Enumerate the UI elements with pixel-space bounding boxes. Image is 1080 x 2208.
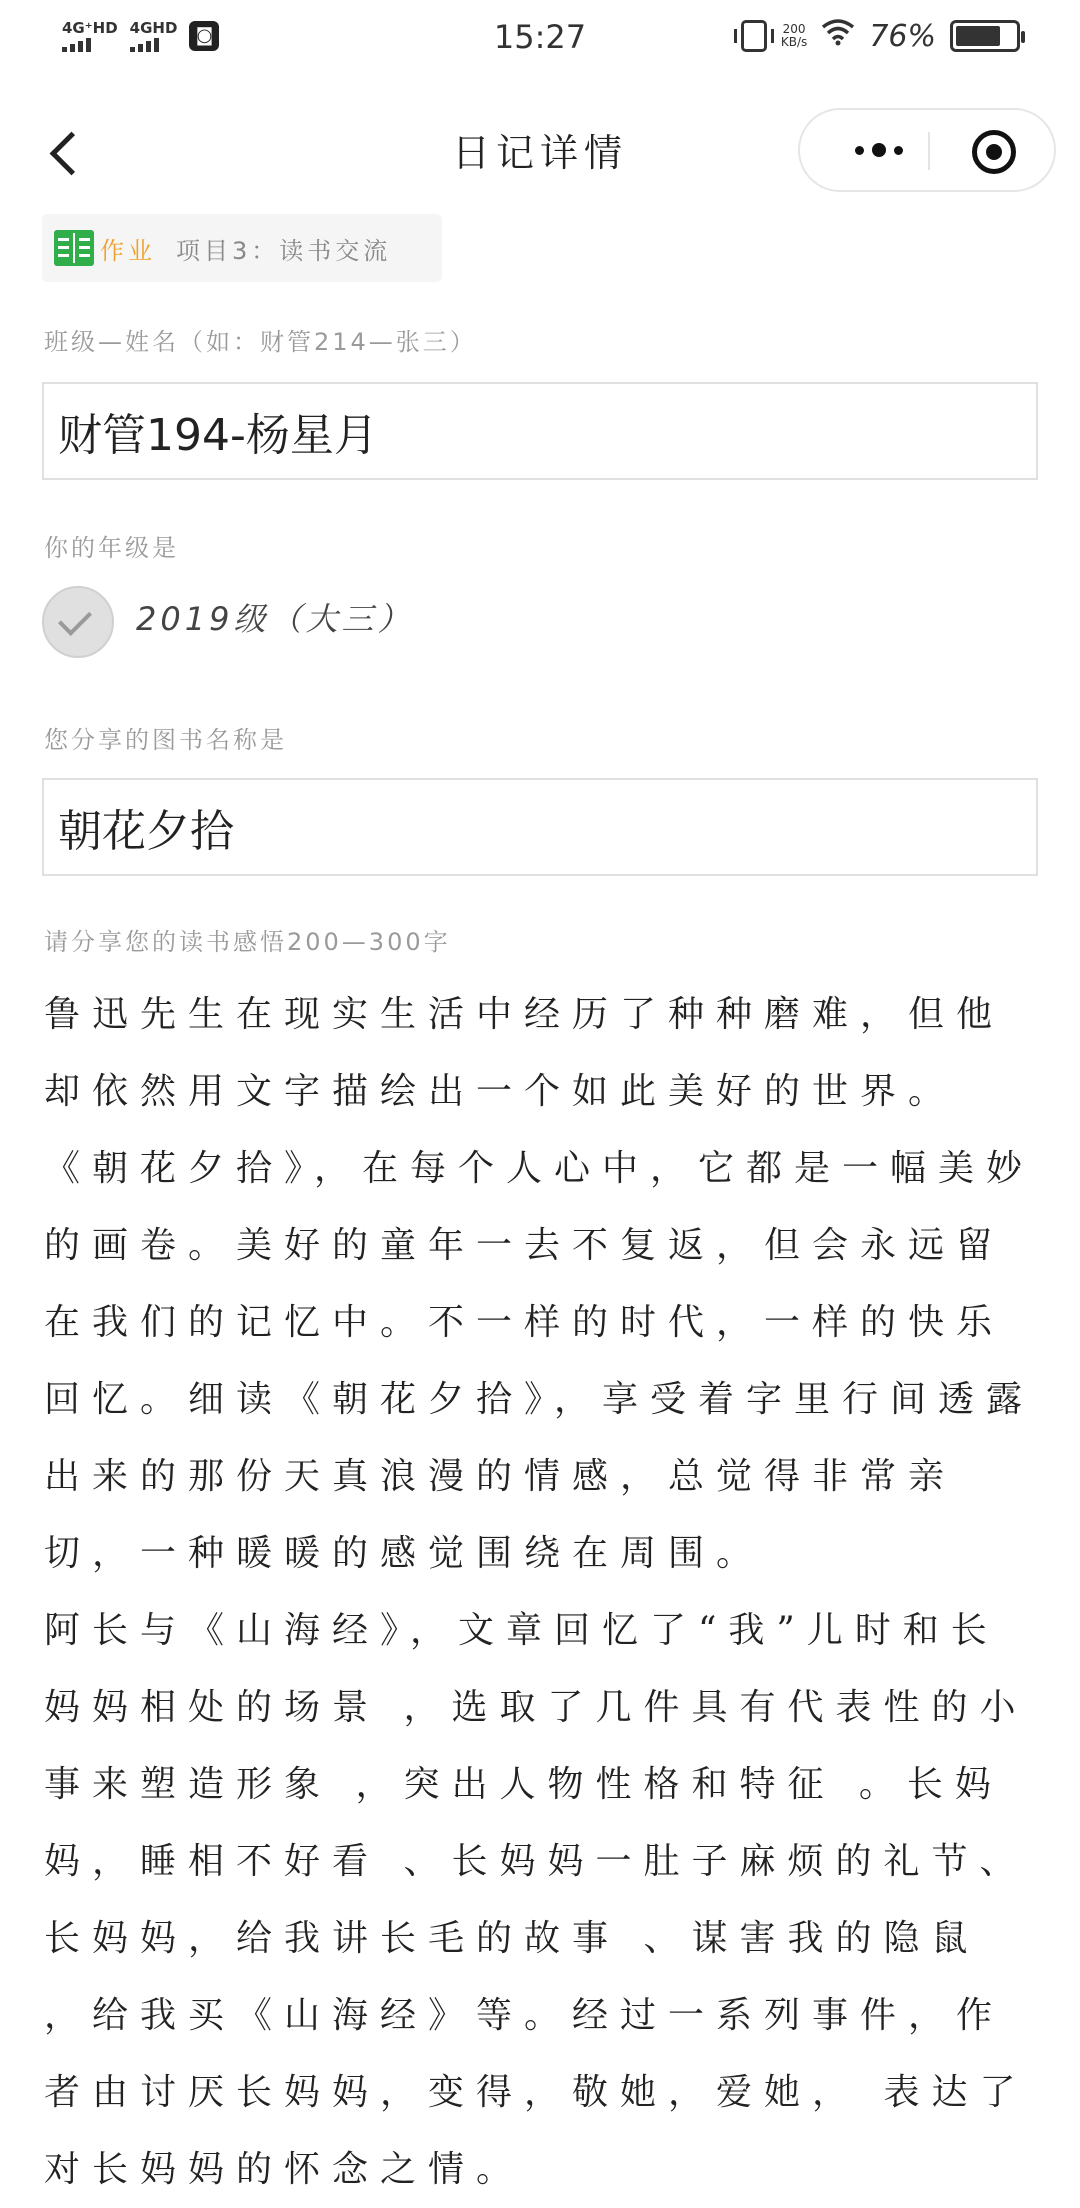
name-field[interactable]: 财管194-杨星月	[42, 382, 1038, 480]
battery-icon	[950, 20, 1020, 52]
battery-fill	[956, 26, 1000, 46]
status-time: 15:27	[493, 18, 587, 56]
review-text[interactable]	[44, 976, 1044, 2208]
book-icon	[54, 230, 94, 266]
review-paragraph: 《朝花夕拾》，在每个人心中，它都是一幅美妙的画卷。美好的童年一去不复返，但会永远留在我们的记忆中。不一样的时代，一样的快乐回忆。细读《朝花夕拾》，享受着字里行间透露出来的那份天真浪漫的情感，总觉得非常亲切，一种暖暖的感觉围绕在周围。	[44, 1148, 1035, 1574]
review-paragraph: 阿长与《山海经》，文章回忆了“我”儿时和长妈妈相处的场景 ，选取了几件具有代表性的小事来塑造形象 ，突出人物性格和特征 。长妈妈，睡相不好看 、长妈妈一肚子麻烦的礼节、长妈妈，给我讲长毛的故事 、谋害我的隐鼠 ，给我买《山海经》等。经过一系列事件，作者由讨厌长妈妈，变得，敬她，爱她， 表达了对长妈妈的怀念之情。	[44, 1610, 1028, 2190]
grade-label: 你的年级是	[44, 534, 179, 562]
assignment-tag[interactable]	[42, 214, 442, 282]
target-close-icon[interactable]	[972, 130, 1016, 174]
vibrate-icon	[741, 20, 767, 52]
page-title: 日记详情	[451, 131, 628, 175]
wifi-icon	[821, 18, 855, 54]
network-speed-value: 200	[782, 22, 806, 36]
book-label: 您分享的图书名称是	[44, 726, 287, 754]
signal-1-label: 4G⁺HD	[62, 19, 118, 37]
more-dots-icon[interactable]	[834, 110, 924, 190]
mini-program-capsule	[798, 108, 1056, 192]
review-label: 请分享您的读书感悟200—300字	[44, 928, 451, 956]
app-notification-icon: ◙	[189, 21, 219, 51]
tag-kind: 作业	[100, 236, 156, 265]
tag-text: 项目3：读书交流	[176, 236, 392, 265]
status-bar	[0, 0, 1080, 80]
signal-2-label: 4GHD	[129, 19, 178, 37]
network-speed	[781, 23, 807, 49]
status-right	[741, 18, 1020, 54]
grade-radio[interactable]	[42, 586, 114, 658]
network-speed-unit: KB/s	[780, 35, 808, 49]
capsule-divider	[928, 132, 930, 170]
nav-bar	[0, 100, 1080, 200]
grade-option-label[interactable]: 2019级（大三）	[136, 600, 414, 638]
review-paragraph: 鲁迅先生在现实生活中经历了种种磨难，但他却依然用文字描绘出一个如此美好的世界。	[44, 994, 1005, 1112]
book-field[interactable]: 朝花夕拾	[42, 778, 1038, 876]
battery-percent: 76%	[869, 18, 936, 54]
name-label: 班级—姓名（如：财管214—张三）	[44, 328, 477, 356]
